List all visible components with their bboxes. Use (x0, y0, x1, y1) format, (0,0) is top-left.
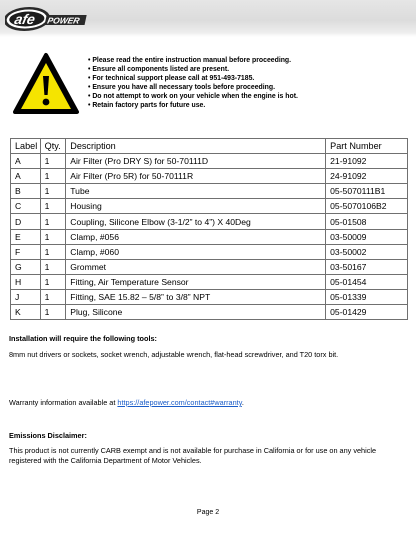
cell-label: G (11, 259, 41, 274)
cell-qty: 1 (40, 199, 66, 214)
svg-text:POWER: POWER (46, 15, 81, 26)
table-row (11, 169, 408, 184)
tools-heading: Installation will require the following tools: (9, 334, 157, 343)
header-label: Label (11, 139, 41, 154)
cell-qty: 1 (40, 244, 66, 259)
cell-part-number: 05-01339 (326, 289, 408, 304)
cell-part-number: 03-50009 (326, 229, 408, 244)
cell-label: E (11, 229, 41, 244)
cell-part-number: 05-01508 (326, 214, 408, 229)
cell-description: Air Filter (Pro DRY S) for 50-70111D (66, 154, 326, 169)
cell-description: Housing (66, 199, 326, 214)
cell-label: F (11, 244, 41, 259)
cell-description: Plug, Silicone (66, 305, 326, 320)
table-row (11, 289, 408, 304)
cell-part-number: 21-91092 (326, 154, 408, 169)
page-number: Page 2 (196, 509, 220, 516)
cell-label: C (11, 199, 41, 214)
cell-description: Grommet (66, 259, 326, 274)
warranty-suffix: . (241, 398, 244, 407)
cell-label: D (11, 214, 41, 229)
warning-item: • For technical support please call at 951-493-7185. (88, 74, 298, 83)
warning-item: • Ensure all components listed are present. (88, 65, 298, 74)
svg-text:afe: afe (13, 11, 37, 27)
warning-item: • Ensure you have all necessary tools before proceeding. (88, 83, 298, 92)
cell-part-number: 03-50002 (326, 244, 408, 259)
cell-qty: 1 (40, 274, 66, 289)
table-row (11, 244, 408, 259)
warranty-line (9, 398, 244, 408)
table-row (11, 274, 408, 289)
header-part-number: Part Number (326, 139, 408, 154)
cell-part-number: 24-91092 (326, 169, 408, 184)
emissions-heading: Emissions Disclaimer: (9, 431, 87, 440)
table-row (11, 259, 408, 274)
table-row (11, 305, 408, 320)
cell-qty: 1 (40, 214, 66, 229)
cell-description: Clamp, #056 (66, 229, 326, 244)
cell-description: Fitting, Air Temperature Sensor (66, 274, 326, 289)
table-row (11, 184, 408, 199)
emissions-text: This product is not currently CARB exempt and is not available for purchase in California or for use on any vehicle registered with the California Department of Motor Vehicles. (9, 446, 377, 465)
cell-label: H (11, 274, 41, 289)
header-qty: Qty. (40, 139, 66, 154)
warning-item: • Please read the entire instruction manual before proceeding. (88, 56, 298, 65)
cell-label: K (11, 305, 41, 320)
warning-list (88, 56, 298, 111)
cell-part-number: 05-5070111B1 (326, 184, 408, 199)
warning-triangle-icon (12, 52, 80, 116)
cell-part-number: 05-01454 (326, 274, 408, 289)
warranty-prefix: Warranty information available at (9, 398, 118, 407)
cell-label: J (11, 289, 41, 304)
warning-item: • Do not attempt to work on your vehicle when the engine is hot. (88, 92, 298, 101)
warranty-link[interactable]: https://afepower.com/contact#warranty (117, 398, 242, 407)
cell-label: A (11, 154, 41, 169)
cell-qty: 1 (40, 259, 66, 274)
cell-part-number: 05-5070106B2 (326, 199, 408, 214)
cell-qty: 1 (40, 289, 66, 304)
table-row (11, 229, 408, 244)
cell-qty: 1 (40, 305, 66, 320)
cell-qty: 1 (40, 184, 66, 199)
parts-table (10, 138, 408, 320)
afe-power-logo (5, 4, 89, 34)
cell-description: Coupling, Silicone Elbow (3-1/2” to 4”) X 40Deg (66, 214, 326, 229)
tools-text: 8mm nut drivers or sockets, socket wrench, adjustable wrench, flat-head screwdriver, and T20 torx bit. (9, 350, 339, 359)
table-row (11, 214, 408, 229)
cell-part-number: 05-01429 (326, 305, 408, 320)
table-row (11, 199, 408, 214)
cell-qty: 1 (40, 229, 66, 244)
cell-description: Clamp, #060 (66, 244, 326, 259)
cell-label: A (11, 169, 41, 184)
warning-item: • Retain factory parts for future use. (88, 101, 298, 110)
cell-qty: 1 (40, 154, 66, 169)
table-row (11, 154, 408, 169)
cell-label: B (11, 184, 41, 199)
cell-description: Fitting, SAE 15.82 – 5/8” to 3/8” NPT (66, 289, 326, 304)
cell-part-number: 03-50167 (326, 259, 408, 274)
cell-qty: 1 (40, 169, 66, 184)
header-description: Description (66, 139, 326, 154)
table-header-row (11, 139, 408, 154)
cell-description: Air Filter (Pro 5R) for 50-70111R (66, 169, 326, 184)
cell-description: Tube (66, 184, 326, 199)
